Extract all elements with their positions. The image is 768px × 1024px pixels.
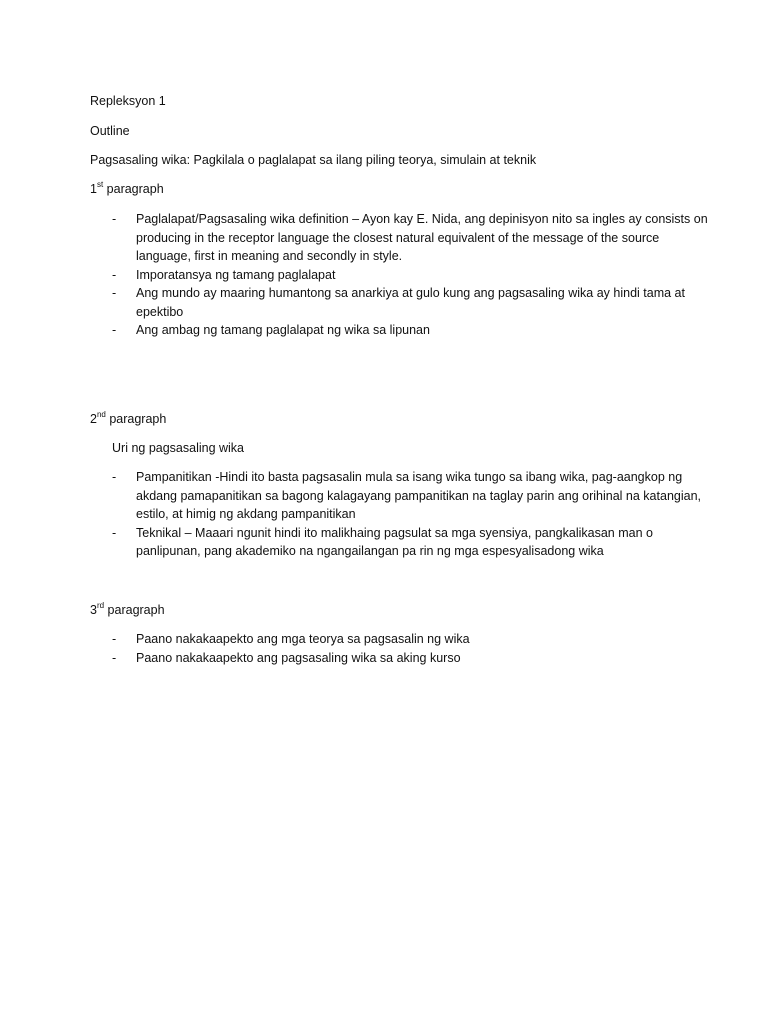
list-item-text: Ang mundo ay maaring humantong sa anarkiya at gulo kung ang pagsasaling wika ay hindi tama at epektibo [136, 286, 685, 319]
list-item [112, 630, 712, 649]
section-3-list [112, 630, 712, 667]
list-item [112, 321, 712, 340]
outline-label: Outline [90, 124, 130, 138]
bullet-dash: - [112, 632, 117, 646]
bullet-dash: - [112, 286, 117, 300]
section-number: 1 [90, 182, 97, 196]
section-number: 3 [90, 603, 97, 617]
list-item-text: Ang ambag ng tamang paglalapat ng wika sa lipunan [136, 323, 430, 337]
list-item-text: Paglalapat/Pagsasaling wika definition – Ayon kay E. Nida, ang depinisyon nito sa ingles ay consists on producing in the receptor language the closest natural equivalent of the message of the source language, first in meaning and secondly in style. [136, 212, 708, 263]
section-1-list [112, 210, 712, 340]
document-title: Repleksyon 1 [90, 94, 166, 108]
list-item [112, 649, 712, 668]
list-item [112, 468, 712, 524]
section-heading-2 [90, 410, 166, 428]
bullet-dash: - [112, 267, 117, 282]
ordinal-suffix: st [96, 179, 104, 189]
list-item-text: Pampanitikan -Hindi ito basta pagsasalin mula sa isang wika tungo sa ibang wika, pag-aangkop ng akdang pamapanitikan sa bagong kalagayang pampanitikan na taglay parin ang orihinal na katangian, estilo, at himig ng akdang pampanitikan [136, 470, 701, 521]
section-heading-3 [90, 601, 165, 619]
list-item-text: Teknikal – Maaari ngunit hindi ito malikhaing pagsulat sa mga syensiya, pangkalikasan man o panlipunan, pang akademiko na ngangailangan pa rin ng mga espesyalisadong wika [136, 525, 653, 558]
list-item [112, 266, 712, 285]
section-label: paragraph [103, 182, 164, 196]
list-item [112, 210, 712, 266]
section-heading-1 [90, 180, 164, 198]
section-2-list [112, 468, 712, 561]
bullet-dash: - [112, 470, 117, 484]
list-item [112, 524, 712, 561]
bullet-dash: - [112, 212, 117, 226]
section-number: 2 [90, 412, 97, 426]
section-label: paragraph [105, 412, 167, 426]
list-item [112, 284, 712, 321]
list-item-text: Paano nakakaapekto ang mga teorya sa pagsasalin ng wika [136, 632, 470, 646]
ordinal-suffix: rd [96, 600, 105, 610]
bullet-dash: - [112, 650, 117, 665]
bullet-dash: - [112, 525, 117, 540]
ordinal-suffix: nd [96, 409, 106, 419]
topic-heading: Pagsasaling wika: Pagkilala o paglalapat sa ilang piling teorya, simulain at teknik [90, 153, 537, 167]
list-item-text: Paano nakakaapekto ang pagsasaling wika sa aking kurso [136, 650, 461, 665]
list-item-text: Imporatansya ng tamang paglalapat [136, 267, 336, 282]
bullet-dash: - [112, 323, 117, 337]
section-label: paragraph [104, 603, 165, 617]
section-2-subheading: Uri ng pagsasaling wika [112, 441, 245, 455]
